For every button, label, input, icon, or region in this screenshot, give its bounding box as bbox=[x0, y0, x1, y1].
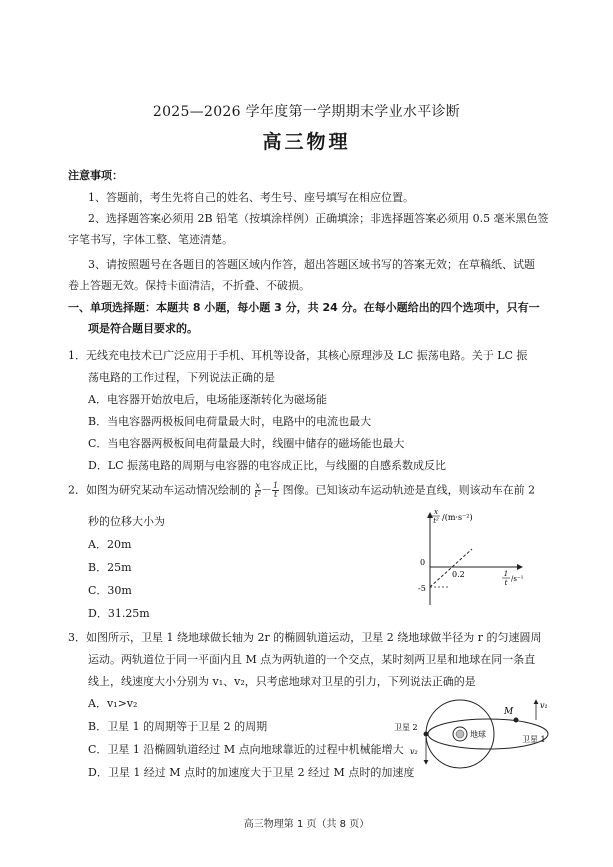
q1-stem: 1．无线充电技术已广泛应用于手机、耳机等设备，其核心原理涉及 LC 振荡电路。关于 LC 振 bbox=[68, 349, 528, 362]
q2-graph-line bbox=[430, 549, 472, 587]
q3-v1-label: v₁ bbox=[540, 701, 548, 710]
q2-frac2-den: t bbox=[273, 490, 278, 499]
q2-stem-part2: 图像。已知该动车运动轨迹是直线，则该动车在前 2 bbox=[282, 483, 536, 497]
q3-option-a: A．v₁>v₂ bbox=[88, 697, 138, 710]
q2-graph bbox=[410, 505, 530, 615]
q2-frac2-num: 1 bbox=[273, 481, 279, 490]
q3-stem-cont2: 线上，线速度大小分别为 v₁、v₂，只考虑地球对卫星的引力，下列说法正确的是 bbox=[88, 675, 476, 688]
q3-elliptical-orbit bbox=[428, 719, 548, 749]
earth-core-icon bbox=[456, 730, 464, 738]
section-heading-cont: 项是符合题目要求的。 bbox=[88, 322, 198, 335]
notice-item-2: 2、选择题答案必须用 2B 铅笔（按填涂样例）正确填涂；非选择题答案必须用 0.5 毫米黑色签 bbox=[88, 212, 549, 225]
q3-sat2-label: 卫星 2 bbox=[394, 723, 418, 732]
notice-item-1: 1、答题前，考生先将自己的姓名、考生号、座号填写在相应位置。 bbox=[88, 191, 414, 204]
q1-option-a: A．电容器开始放电后，电场能逐渐转化为磁场能 bbox=[88, 393, 327, 406]
q2-graph-origin: 0 bbox=[420, 558, 426, 567]
q3-satellite1-dot bbox=[514, 718, 519, 723]
q2-graph-y-tick: -5 bbox=[418, 584, 426, 593]
q2-graph-x-label: /s⁻¹ bbox=[511, 575, 524, 583]
q3-earth-label: 地球 bbox=[470, 730, 486, 739]
q3-stem-cont1: 运动。两轨道位于同一平面内且 M 点为两轨道的一个交点，某时刻两卫星和地球在同一条直 bbox=[88, 653, 536, 666]
q3-orbit-figure bbox=[388, 692, 556, 776]
exam-subject: 高三物理 bbox=[262, 131, 351, 153]
q3-option-c: C．卫星 1 沿椭圆轨道经过 M 点向地球靠近的过程中机械能增大 bbox=[88, 743, 404, 756]
q2-frac1-den: t² bbox=[254, 490, 261, 499]
exam-title: 2025—2026 学年度第一学期期末学业水平诊断 bbox=[152, 104, 461, 120]
q1-option-d: D．LC 振荡电路的周期与电容器的电容成正比，与线圈的自感系数成反比 bbox=[88, 459, 447, 472]
q3-stem: 3．如图所示，卫星 1 绕地球做长轴为 2r 的椭圆轨道运动，卫星 2 绕地球做半径为 r 的匀速圆周 bbox=[68, 631, 542, 644]
page-footer: 高三物理第 1 页（共 8 页） bbox=[243, 819, 370, 830]
q2-graph-y-num: x bbox=[434, 508, 438, 516]
q3-m-label: M bbox=[504, 707, 514, 717]
notice-item-2-cont: 字笔书写，字体工整、笔迹清楚。 bbox=[68, 233, 233, 246]
q2-graph-y-label: /(m·s⁻²) bbox=[442, 513, 473, 522]
q1-stem-cont: 荡电路的工作过程，下列说法正确的是 bbox=[88, 371, 275, 384]
q2-stem bbox=[68, 482, 535, 499]
q2-stem-part1: 2．如图为研究某动车运动情况绘制的 bbox=[68, 483, 251, 497]
q2-graph-y-den: t² bbox=[433, 517, 439, 525]
notice-heading: 注意事项： bbox=[68, 169, 123, 182]
q3-v2-label: v₂ bbox=[410, 747, 418, 756]
q2-graph-x-tick: 0.2 bbox=[452, 570, 465, 579]
section-heading: 一、单项选择题：本题共 8 小题，每小题 3 分，共 24 分。在每小题给出的四个选项中，只有一 bbox=[68, 301, 540, 314]
q3-option-d: D．卫星 1 经过 M 点时的加速度大于卫星 2 经过 M 点时的加速度 bbox=[88, 766, 415, 779]
q1-option-c: C．当电容器两极板间电荷量最大时，线圈中储存的磁场能也最大 bbox=[88, 437, 405, 450]
q2-graph-x-num: 1 bbox=[503, 570, 509, 578]
q2-option-d: D．31.25m bbox=[88, 607, 150, 620]
q3-satellite2-dot bbox=[424, 732, 429, 737]
q2-option-a: A．20m bbox=[88, 538, 132, 551]
q2-option-c: C．30m bbox=[88, 584, 132, 597]
q1-option-b: B．当电容器两极板间电荷量最大时，电路中的电流也最大 bbox=[88, 415, 372, 428]
q2-frac-1-t bbox=[272, 482, 279, 499]
q2-frac1-num: x bbox=[255, 481, 261, 490]
notice-item-3: 3、请按照题号在各题目的答题区域内作答，超出答题区域书写的答案无效；在草稿纸、试题 bbox=[88, 258, 535, 271]
q3-option-b: B．卫星 1 的周期等于卫星 2 的周期 bbox=[88, 720, 268, 733]
q2-stem-cont: 秒的位移大小为 bbox=[88, 515, 165, 528]
q2-option-b: B．25m bbox=[88, 561, 132, 574]
q2-graph-x-den: t bbox=[504, 579, 508, 587]
q2-dash: － bbox=[261, 483, 273, 497]
notice-item-3-cont: 卷上答题无效。保持卡面清洁，不折叠、不破损。 bbox=[68, 279, 310, 292]
q3-sat1-label: 卫星 1 bbox=[522, 735, 546, 744]
